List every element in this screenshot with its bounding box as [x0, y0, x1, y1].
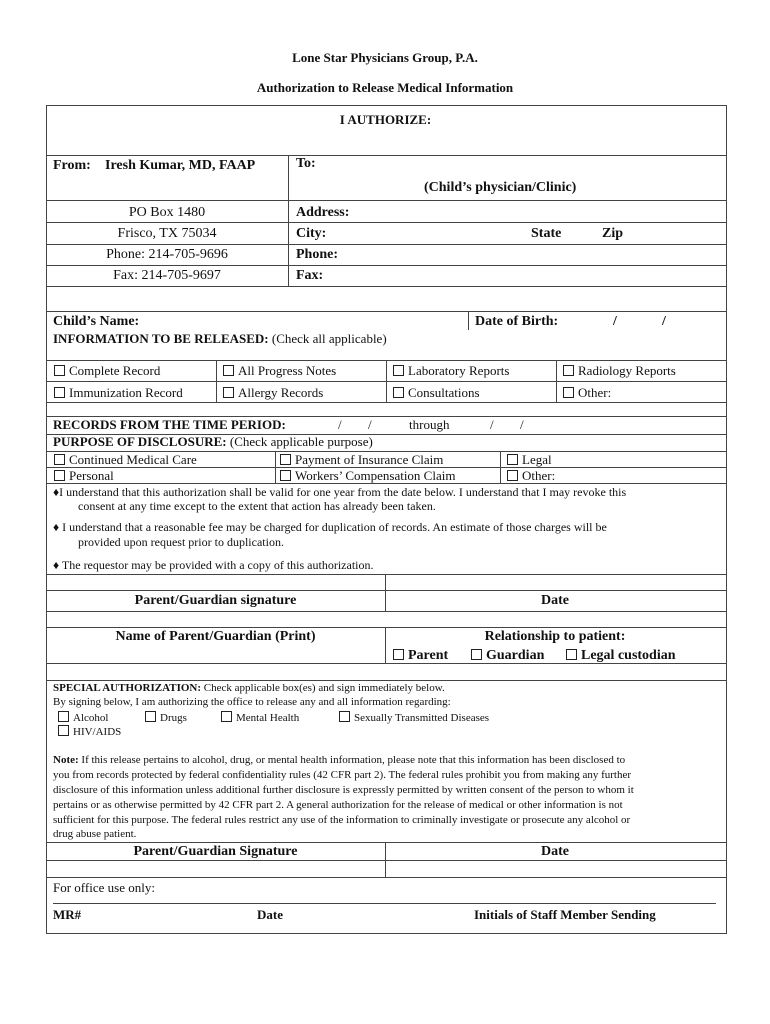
- to-phone-label: Phone:: [296, 247, 338, 262]
- special-auth-hint: Check applicable box(es) and sign immediately below.: [203, 682, 445, 694]
- note-label: Note:: [53, 754, 79, 766]
- checkbox-other-purpose[interactable]: [507, 469, 555, 482]
- checkbox-std[interactable]: [339, 711, 489, 724]
- statement-validity-cont: consent at any time except to the extent that action has already been taken.: [78, 499, 436, 513]
- special-signature-label: Parent/Guardian Signature: [133, 844, 298, 859]
- checkbox-label: Drugs: [160, 712, 187, 724]
- office-date-label: Date: [257, 907, 283, 922]
- note-line: [53, 755, 625, 766]
- checkbox-lab-reports[interactable]: [393, 364, 509, 377]
- to-hint: (Child’s physician/Clinic): [424, 180, 577, 195]
- checkbox-label: Allergy Records: [238, 385, 324, 400]
- parent-signature-label: Parent/Guardian signature: [134, 593, 297, 608]
- child-name-label: Child’s Name:: [53, 314, 140, 329]
- special-auth-text: By signing below, I am authorizing the office to release any and all information regarding:: [53, 696, 451, 708]
- from-name: Iresh Kumar, MD, FAAP: [105, 158, 256, 173]
- checkbox-icon: [54, 387, 65, 398]
- checkbox-workers-comp[interactable]: [280, 469, 455, 482]
- checkbox-label: Parent: [408, 648, 449, 663]
- checkbox-parent[interactable]: [393, 649, 448, 663]
- checkbox-guardian[interactable]: [471, 649, 544, 663]
- from-phone: Phone: 214-705-9696: [106, 247, 228, 262]
- checkbox-label: Workers’ Compensation Claim: [295, 468, 456, 483]
- checkbox-personal[interactable]: [54, 469, 114, 482]
- checkbox-label: Alcohol: [73, 712, 109, 724]
- note-line: disclosure of this information unless additional further disclosure is expressly permitted by written consent of the person to whom it: [53, 784, 634, 796]
- checkbox-label: Other:: [522, 468, 556, 483]
- checkbox-icon: [54, 365, 65, 376]
- checkbox-icon: [393, 649, 404, 660]
- checkbox-icon: [507, 454, 518, 465]
- checkbox-icon: [221, 711, 232, 722]
- checkbox-continued-care[interactable]: [54, 453, 197, 466]
- checkbox-label: All Progress Notes: [238, 363, 337, 378]
- checkbox-icon: [393, 387, 404, 398]
- checkbox-icon: [280, 470, 291, 481]
- checkbox-icon: [58, 725, 69, 736]
- statement-copy: ♦ The requestor may be provided with a copy of this authorization.: [53, 558, 374, 572]
- info-released-hint: (Check all applicable): [271, 331, 387, 346]
- checkbox-other-info[interactable]: [563, 386, 611, 399]
- dob-label: Date of Birth:: [475, 314, 559, 329]
- checkbox-hiv-aids[interactable]: [58, 725, 121, 738]
- note-text: If this release pertains to alcohol, drug, or mental health information, please note that this information has been disclosed to: [81, 754, 626, 766]
- from-address-line: PO Box 1480: [128, 205, 206, 220]
- note-line: sufficient for this purpose. The federal rules restrict any use of the information to criminally investigate or prosecute any alcohol or: [53, 814, 631, 826]
- checkbox-label: Legal custodian: [581, 648, 676, 663]
- checkbox-icon: [393, 365, 404, 376]
- parent-name-label: Name of Parent/Guardian (Print): [115, 629, 316, 644]
- checkbox-progress-notes[interactable]: [223, 364, 336, 377]
- checkbox-label: Legal: [522, 452, 552, 467]
- checkbox-icon: [339, 711, 350, 722]
- checkbox-legal[interactable]: [507, 453, 552, 466]
- to-address-label: Address:: [296, 205, 350, 220]
- period-through: through: [409, 417, 450, 432]
- to-label: To:: [296, 156, 316, 171]
- i-authorize-label: I AUTHORIZE:: [339, 112, 432, 127]
- checkbox-icon: [145, 711, 156, 722]
- checkbox-label: Radiology Reports: [578, 363, 676, 378]
- checkbox-icon: [280, 454, 291, 465]
- info-released-label: INFORMATION TO BE RELEASED:: [53, 331, 269, 346]
- checkbox-radiology-reports[interactable]: [563, 364, 676, 377]
- relationship-label: Relationship to patient:: [484, 629, 626, 644]
- checkbox-icon: [507, 470, 518, 481]
- checkbox-drugs[interactable]: [145, 711, 187, 724]
- checkbox-label: Other:: [578, 385, 612, 400]
- statement-fee: ♦ I understand that a reasonable fee may be charged for duplication of records. An estimate of those charges will be: [53, 520, 607, 534]
- checkbox-label: Sexually Transmitted Diseases: [354, 712, 490, 724]
- from-address-line: Frisco, TX 75034: [117, 226, 217, 241]
- checkbox-icon: [471, 649, 482, 660]
- checkbox-immunization-record[interactable]: [54, 386, 183, 399]
- from-label: From:: [53, 158, 91, 173]
- checkbox-icon: [54, 454, 65, 465]
- purpose-label: PURPOSE OF DISCLOSURE:: [53, 434, 227, 449]
- time-period-label: RECORDS FROM THE TIME PERIOD:: [53, 417, 286, 432]
- form-title: Authorization to Release Medical Information: [256, 80, 514, 95]
- org-name: Lone Star Physicians Group, P.A.: [292, 50, 478, 65]
- checkbox-alcohol[interactable]: [58, 711, 108, 724]
- checkbox-label: Immunization Record: [69, 385, 183, 400]
- signature-date-label: Date: [541, 593, 569, 608]
- checkbox-icon: [223, 365, 234, 376]
- to-state-label: State: [531, 226, 562, 241]
- note-line: pertains or as otherwise permitted by 42 CFR part 2. A general authorization for the release of medical or other information is not: [53, 799, 623, 811]
- checkbox-icon: [563, 387, 574, 398]
- checkbox-icon: [54, 470, 65, 481]
- to-zip-label: Zip: [602, 226, 624, 241]
- note-line: drug abuse patient.: [53, 828, 137, 840]
- checkbox-legal-custodian[interactable]: [566, 649, 676, 663]
- to-city-label: City:: [296, 226, 327, 241]
- checkbox-icon: [563, 365, 574, 376]
- period-slash: /: [520, 417, 524, 432]
- period-slash: /: [338, 417, 342, 432]
- checkbox-consultations[interactable]: [393, 386, 480, 399]
- checkbox-complete-record[interactable]: [54, 364, 160, 377]
- purpose-hint: (Check applicable purpose): [229, 434, 373, 449]
- checkbox-label: Consultations: [408, 385, 480, 400]
- dob-slash: /: [613, 314, 617, 329]
- note-line: you from records protected by federal confidentiality rules (42 CFR part 2). The federal rules prohibit you from making any further: [53, 769, 632, 781]
- checkbox-insurance-claim[interactable]: [280, 453, 443, 466]
- checkbox-label: Personal: [69, 468, 114, 483]
- checkbox-icon: [58, 711, 69, 722]
- checkbox-allergy-records[interactable]: [223, 386, 323, 399]
- info-released-heading: [53, 332, 387, 345]
- statement-fee-cont: provided upon request prior to duplication.: [78, 535, 284, 549]
- dob-slash: /: [662, 314, 666, 329]
- mr-label: MR#: [53, 907, 82, 922]
- period-slash: /: [368, 417, 372, 432]
- from-fax: Fax: 214-705-9697: [113, 268, 221, 283]
- special-date-label: Date: [541, 844, 569, 859]
- special-auth-heading: [53, 683, 445, 694]
- staff-initials-label: Initials of Staff Member Sending: [474, 907, 656, 922]
- checkbox-label: Laboratory Reports: [408, 363, 510, 378]
- checkbox-label: Mental Health: [236, 712, 300, 724]
- purpose-heading: [53, 435, 373, 448]
- statement-validity: ♦I understand that this authorization shall be valid for one year from the date below. I understand that I may revoke this: [53, 485, 627, 499]
- checkbox-icon: [223, 387, 234, 398]
- checkbox-label: Complete Record: [69, 363, 161, 378]
- office-use-label: For office use only:: [53, 880, 155, 895]
- checkbox-icon: [566, 649, 577, 660]
- checkbox-mental-health[interactable]: [221, 711, 299, 724]
- checkbox-label: Guardian: [486, 648, 545, 663]
- checkbox-label: HIV/AIDS: [73, 726, 122, 738]
- special-auth-label: SPECIAL AUTHORIZATION:: [53, 682, 202, 694]
- checkbox-label: Payment of Insurance Claim: [295, 452, 444, 467]
- checkbox-label: Continued Medical Care: [69, 452, 197, 467]
- to-fax-label: Fax:: [296, 268, 324, 283]
- period-slash: /: [490, 417, 494, 432]
